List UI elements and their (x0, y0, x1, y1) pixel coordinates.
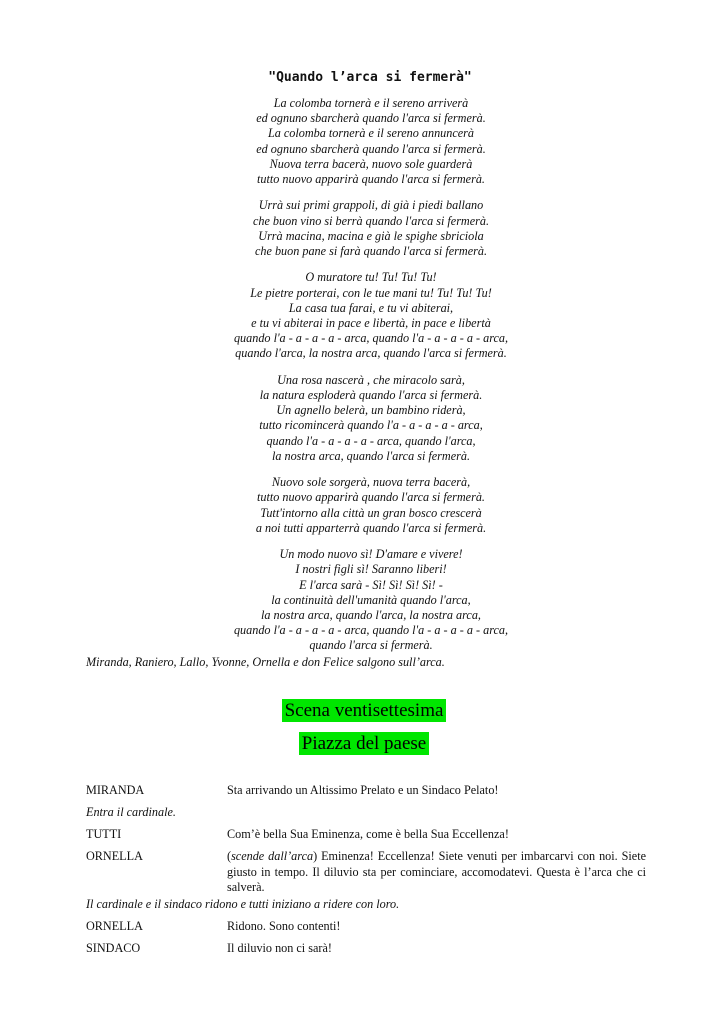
lyric-line: tutto nuovo apparirà quando l'arca si fermerà. (257, 490, 485, 505)
scene-location-text: Piazza del paese (299, 732, 429, 755)
lyric-line: tutto ricomincerà quando l'a - a - a - a - arca, (259, 418, 483, 433)
lyric-line: Un agnello belerà, un bambino riderà, (276, 403, 466, 418)
stage-aside: scende dall’arca (231, 849, 314, 863)
scene-title-text: Scena ventisettesima (282, 699, 447, 722)
lyric-line: E l'arca sarà - Sì! Sì! Sì! Sì! - (299, 577, 443, 592)
scene-title (0, 700, 728, 722)
speaker-name: MIRANDA (86, 783, 145, 797)
lyric-line: che buon vino si berrà quando l'arca si fermerà. (252, 213, 490, 228)
stage-direction: Entra il cardinale. (86, 805, 176, 819)
dialogue-text: Ridono. Sono contenti! (227, 919, 341, 933)
lyric-line: Urrà macina, macina e già le spighe sbriciola (258, 228, 484, 243)
dialogue-text: (scende dall’arca) Eminenza! Eccellenza! Siete venuti per imbarcarvi con noi. Siete giusto in tempo. Il diluvio sta per cominciare, accomodatevi. Questa è l’arca che ci salverà. (227, 849, 646, 894)
speaker-name: SINDACO (86, 941, 141, 955)
lyric-line: la nostra arca, quando l'arca, la nostra arca, (261, 608, 481, 623)
lyric-line: quando l'a - a - a - a - arca, quando l'arca, (266, 433, 476, 448)
lyric-line: Una rosa nascerà , che miracolo sarà, (277, 372, 465, 387)
lyric-line: la natura esploderà quando l'arca si fermerà. (259, 388, 483, 403)
dialogue-text: Il diluvio non ci sarà! (227, 941, 332, 955)
lyric-line: Urrà sui primi grappoli, di già i piedi ballano (258, 198, 484, 213)
lyric-line: la nostra arca, quando l'arca si fermerà. (271, 448, 471, 463)
lyric-line: O muratore tu! Tu! Tu! Tu! (305, 270, 437, 285)
stanza (14, 373, 728, 464)
scene-location (0, 733, 728, 755)
stanza (14, 270, 728, 361)
lyric-line: tutto nuovo apparirà quando l'arca si fermerà. (257, 172, 485, 187)
lyric-line: La colomba tornerà e il sereno annuncerà (267, 126, 475, 141)
lyric-line: La casa tua farai, e tu vi abiterai, (288, 300, 454, 315)
lyric-line: Nuova terra bacerà, nuovo sole guarderà (269, 156, 473, 171)
stanza (14, 475, 728, 536)
stanza (14, 547, 728, 653)
dialogue-body: Eminenza! Eccellenza! Siete venuti per imbarcarvi con noi. Siete giusto in tempo. Il diluvio sta per cominciare, accomodatevi. Questa è l’arca che ci salverà. (227, 849, 646, 894)
lyric-line: ed ognuno sbarcherà quando l'arca si fermerà. (256, 141, 486, 156)
song-lyrics (0, 96, 728, 665)
stanza (14, 96, 728, 187)
lyric-line: quando l'arca si fermerà. (309, 638, 433, 653)
lyric-line: quando l'a - a - a - a - arca, quando l'a - a - a - a - arca, (233, 331, 509, 346)
speaker-name: ORNELLA (86, 849, 143, 863)
lyric-line: a noi tutti apparterrà quando l'arca si fermerà. (255, 520, 487, 535)
dialogue-text: Com’è bella Sua Eminenza, come è bella Sua Eccellenza! (227, 827, 509, 841)
lyric-line: Un modo nuovo sì! D'amare e vivere! (279, 547, 463, 562)
dialogue-text: Sta arrivando un Altissimo Prelato e un Sindaco Pelato! (227, 783, 499, 797)
speaker-name: TUTTI (86, 827, 122, 841)
lyric-line: I nostri figli sì! Saranno liberi! (295, 562, 447, 577)
speaker-name: ORNELLA (86, 919, 143, 933)
stanza (14, 198, 728, 259)
lyric-line: che buon pane si farà quando l'arca si fermerà. (254, 244, 487, 259)
lyric-line: la continuità dell'umanità quando l'arca, (271, 592, 471, 607)
lyric-line: e tu vi abiterai in pace e libertà, in pace e libertà (251, 316, 491, 331)
song-title: "Quando l’arca si fermerà" (268, 70, 472, 85)
lyric-line: Tutt'intorno alla città un gran bosco crescerà (260, 505, 482, 520)
lyric-line: quando l'a - a - a - a - arca, quando l'a - a - a - a - arca, (233, 623, 509, 638)
stage-direction: Miranda, Raniero, Lallo, Yvonne, Ornella e don Felice salgono sull’arca. (86, 655, 445, 669)
lyric-line: Nuovo sole sorgerà, nuova terra bacerà, (271, 475, 471, 490)
lyric-line: Le pietre porterai, con le tue mani tu! Tu! Tu! Tu! (250, 285, 492, 300)
lyric-line: La colomba tornerà e il sereno arriverà (273, 96, 469, 110)
lyric-line: quando l'arca, la nostra arca, quando l'arca si fermerà. (235, 346, 507, 361)
stage-direction: Il cardinale e il sindaco ridono e tutti iniziano a ridere con loro. (86, 897, 400, 911)
lyric-line: ed ognuno sbarcherà quando l'arca si fermerà. (256, 111, 486, 126)
